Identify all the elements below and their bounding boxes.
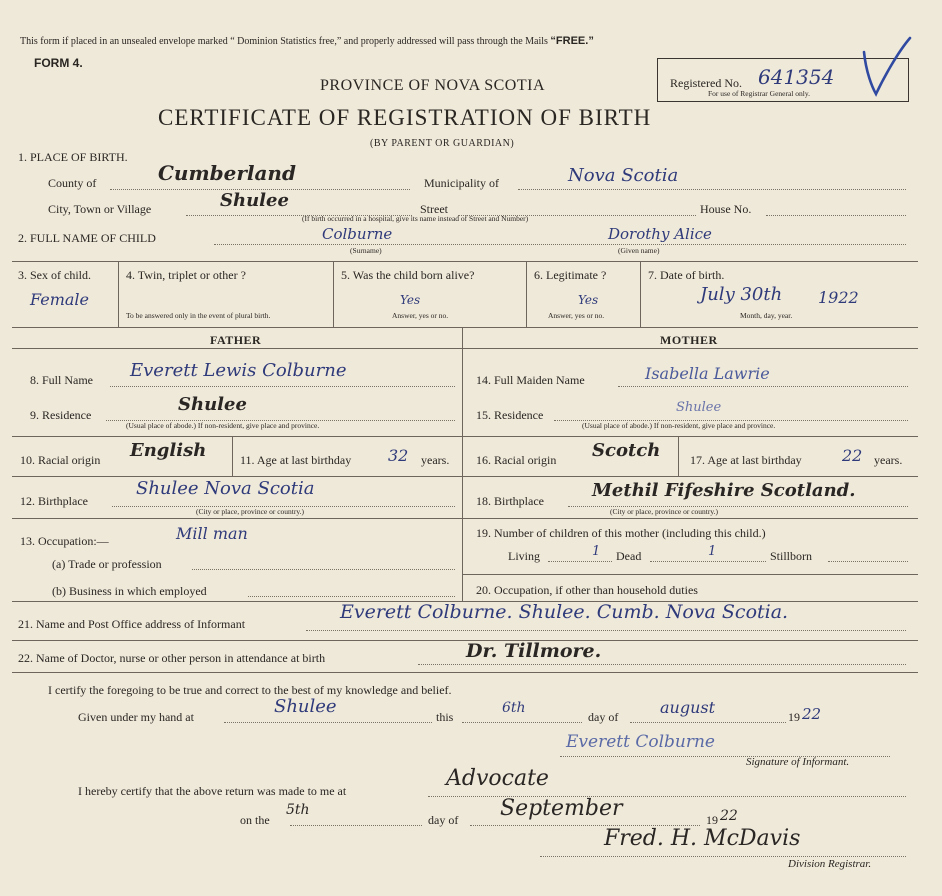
registrar-place-value: Advocate [446, 766, 549, 791]
dead-label: Dead [616, 549, 642, 563]
street-note: (If birth occurred in a hospital, give its name instead of Street and Number) [302, 214, 529, 223]
certify-text: I certify the foregoing to be true and correct to the best of my knowledge and belief. [48, 683, 452, 697]
living-label: Living [508, 549, 540, 563]
date-of-birth-value: July 30th [700, 284, 783, 305]
given-name-caption: (Given name) [618, 246, 660, 255]
given-under-label: Given under my hand at [78, 710, 194, 724]
mail-notice: This form if placed in an unsealed envelope marked “ Dominion Statistics free,” and properly addressed will pass through the Mails “FREE.” [20, 35, 594, 47]
registered-number: 641354 [758, 65, 835, 89]
mother-birthplace-label: 18. Birthplace [476, 494, 544, 508]
province-heading: PROVINCE OF NOVA SCOTIA [320, 77, 546, 94]
informant-label: 21. Name and Post Office address of Informant [18, 617, 246, 631]
child-surname: Colburne [322, 225, 393, 243]
dead-value: 1 [708, 544, 717, 559]
county-label: County of [48, 176, 97, 190]
sex-value: Female [30, 290, 89, 309]
living-value: 1 [592, 544, 601, 559]
father-origin-label: 10. Racial origin [20, 453, 101, 467]
legitimate-value: Yes [578, 293, 599, 307]
father-occupation-label: 13. Occupation:— [20, 534, 109, 548]
registrar-caption: Division Registrar. [788, 858, 872, 870]
doctor-label: 22. Name of Doctor, nurse or other person in attendance at birth [18, 651, 326, 665]
mother-name-value: Isabella Lawrie [645, 364, 770, 383]
certificate-title: CERTIFICATE OF REGISTRATION OF BIRTH [158, 105, 652, 130]
mother-age-label: 17. Age at last birthday [690, 453, 802, 467]
on-the-label: on the [240, 813, 270, 827]
surname-caption: (Surname) [350, 246, 382, 255]
given-year-value: 22 [802, 705, 822, 723]
mother-age-value: 22 [842, 446, 863, 465]
child-given-name: Dorothy Alice [608, 225, 712, 243]
county-value: Cumberland [158, 161, 296, 185]
registered-label: Registered No. [670, 76, 742, 90]
given-year-prefix: 19 [788, 710, 800, 724]
registrar-year-value: 22 [720, 808, 738, 824]
father-age-unit: years. [421, 453, 450, 467]
municipality-label: Municipality of [424, 176, 499, 190]
mother-name-label: 14. Full Maiden Name [476, 373, 585, 387]
mother-occupation-label: 20. Occupation, if other than household duties [476, 583, 698, 597]
house-number-label: House No. [700, 202, 752, 216]
mother-age-unit: years. [874, 453, 903, 467]
father-birthplace-value: Shulee Nova Scotia [136, 478, 315, 499]
mother-residence-value: Shulee [676, 400, 722, 415]
doctor-value: Dr. Tillmore. [466, 640, 602, 662]
check-mark-icon [850, 32, 920, 102]
given-dayof-label: day of [588, 710, 619, 724]
father-birthplace-label: 12. Birthplace [20, 494, 88, 508]
mother-origin-label: 16. Racial origin [476, 453, 557, 467]
father-occupation-value: Mill man [176, 524, 248, 543]
given-place-value: Shulee [274, 696, 337, 717]
mother-birthplace-value: Methil Fifeshire Scotland. [592, 480, 856, 501]
twin-label: 4. Twin, triplet or other ? [126, 268, 246, 282]
mother-origin-value: Scotch [592, 440, 661, 461]
alive-value: Yes [400, 293, 421, 307]
mother-heading: MOTHER [660, 333, 718, 347]
trade-label: (a) Trade or profession [52, 557, 162, 571]
father-name-value: Everett Lewis Colburne [130, 360, 347, 381]
registrar-month-value: September [500, 796, 623, 821]
father-heading: FATHER [210, 333, 262, 347]
mother-residence-note: (Usual place of abode.) If non-resident, give place and province. [582, 421, 776, 430]
father-residence-value: Shulee [178, 394, 247, 415]
legitimate-label: 6. Legitimate ? [534, 268, 607, 282]
place-of-birth-heading: 1. PLACE OF BIRTH. [18, 150, 128, 164]
alive-label: 5. Was the child born alive? [341, 268, 475, 282]
given-month-value: august [660, 698, 716, 717]
twin-note: To be answered only in the event of plural birth. [126, 311, 271, 320]
date-of-birth-label: 7. Date of birth. [648, 268, 725, 282]
informant-signature-caption: Signature of Informant. [746, 756, 850, 768]
mother-birthplace-note: (City or place, province or country.) [610, 507, 719, 516]
registrar-signature: Fred. H. McDavis [604, 826, 801, 851]
date-note: Month, day, year. [740, 311, 793, 320]
registrar-certify-text: I hereby certify that the above return was made to me at [78, 784, 347, 798]
certificate-subtitle: (BY PARENT OR GUARDIAN) [370, 138, 515, 149]
children-count-label: 19. Number of children of this mother (including this child.) [476, 526, 766, 540]
father-age-label: 11. Age at last birthday [240, 453, 352, 467]
stillborn-label: Stillborn [770, 549, 813, 563]
registered-note: For use of Registrar General only. [708, 89, 810, 98]
father-age-value: 32 [388, 446, 409, 465]
mother-residence-label: 15. Residence [476, 408, 544, 422]
father-residence-label: 9. Residence [30, 408, 92, 422]
city-label: City, Town or Village [48, 202, 152, 216]
sex-label: 3. Sex of child. [18, 268, 91, 282]
city-value: Shulee [220, 190, 289, 211]
this-label: this [436, 710, 454, 724]
legitimate-note: Answer, yes or no. [548, 311, 605, 320]
given-day-value: 6th [502, 700, 526, 716]
child-name-label: 2. FULL NAME OF CHILD [18, 231, 156, 245]
father-origin-value: English [130, 440, 207, 461]
father-residence-note: (Usual place of abode.) If non-resident, give place and province. [126, 421, 320, 430]
father-name-label: 8. Full Name [30, 373, 93, 387]
business-label: (b) Business in which employed [52, 584, 207, 598]
father-birthplace-note: (City or place, province or country.) [196, 507, 305, 516]
informant-signature: Everett Colburne [566, 732, 715, 752]
street-label: Street [420, 202, 448, 216]
municipality-value: Nova Scotia [568, 165, 679, 186]
registrar-dayof-label: day of [428, 813, 459, 827]
registrar-year-prefix: 19 [706, 813, 718, 827]
form-number: FORM 4. [34, 56, 83, 70]
informant-value: Everett Colburne. Shulee. Cumb. Nova Scotia. [340, 601, 789, 623]
alive-note: Answer, yes or no. [392, 311, 449, 320]
registrar-day-value: 5th [286, 802, 310, 818]
birth-year-value: 1922 [818, 288, 859, 307]
